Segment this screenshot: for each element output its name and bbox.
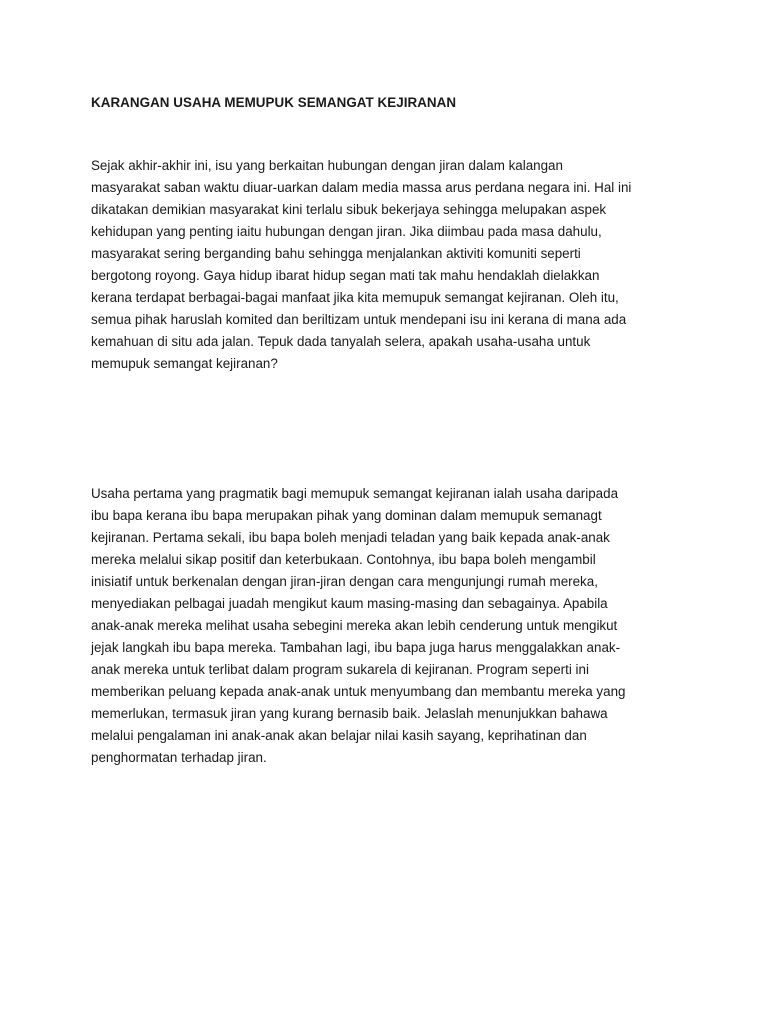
paragraph-line: bergotong royong. Gaya hidup ibarat hidup segan mati tak mahu hendaklah dielakkan [91, 268, 600, 283]
paragraph-line: anak-anak mereka melihat usaha sebegini mereka akan lebih cenderung untuk mengikut [91, 618, 618, 633]
paragraph-line: semua pihak haruslah komited dan beriltizam untuk mendepani isu ini kerana di mana ada [91, 312, 627, 327]
paragraph-line: melalui pengalaman ini anak-anak akan belajar nilai kasih sayang, keprihatinan dan [91, 728, 587, 743]
paragraph-line: kemahuan di situ ada jalan. Tepuk dada tanyalah selera, apakah usaha-usaha untuk [91, 334, 591, 349]
intro-paragraph [91, 155, 631, 375]
paragraph-line: ibu bapa kerana ibu bapa merupakan pihak yang dominan dalam memupuk semanagt [91, 508, 602, 523]
paragraph-line: Usaha pertama yang pragmatik bagi memupuk semangat kejiranan ialah usaha daripada [91, 486, 619, 501]
paragraph-line: kehidupan yang penting iaitu hubungan dengan jiran. Jika diimbau pada masa dahulu, [91, 224, 602, 239]
paragraph-line: memerlukan, termasuk jiran yang kurang bernasib baik. Jelaslah menunjukkan bahawa [91, 706, 608, 721]
paragraph-line: masyarakat sering berganding bahu sehingga menjalankan aktiviti komuniti seperti [91, 246, 581, 261]
document-title: KARANGAN USAHA MEMUPUK SEMANGAT KEJIRANAN [91, 95, 457, 110]
paragraph-line: penghormatan terhadap jiran. [91, 750, 267, 765]
paragraph-line: masyarakat saban waktu diuar-uarkan dalam media massa arus perdana negara ini. Hal ini [91, 180, 632, 195]
paragraph-line: mereka melalui sikap positif dan keterbukaan. Contohnya, ibu bapa boleh mengambil [91, 552, 596, 567]
paragraph-line: anak mereka untuk terlibat dalam program sukarela di kejiranan. Program seperti ini [91, 662, 589, 677]
paragraph-line: kejiranan. Pertama sekali, ibu bapa boleh menjadi teladan yang baik kepada anak-anak [91, 530, 610, 545]
paragraph-line: menyediakan pelbagai juadah mengikut kaum masing-masing dan sebagainya. Apabila [91, 596, 608, 611]
body-paragraph [91, 483, 625, 769]
paragraph-line: dikatakan demikian masyarakat kini terlalu sibuk bekerjaya sehingga melupakan aspek [91, 202, 607, 217]
paragraph-line: Sejak akhir-akhir ini, isu yang berkaitan hubungan dengan jiran dalam kalangan [91, 158, 563, 173]
paragraph-line: memberikan peluang kepada anak-anak untuk menyumbang dan membantu mereka yang [91, 684, 626, 699]
paragraph-line: jejak langkah ibu bapa mereka. Tambahan lagi, ibu bapa juga harus menggalakkan anak- [91, 640, 621, 655]
paragraph-line: inisiatif untuk berkenalan dengan jiran-jiran dengan cara mengunjungi rumah mereka, [91, 574, 598, 589]
paragraph-line: memupuk semangat kejiranan? [91, 356, 278, 371]
paragraph-line: kerana terdapat berbagai-bagai manfaat jika kita memupuk semangat kejiranan. Oleh itu, [91, 290, 619, 305]
